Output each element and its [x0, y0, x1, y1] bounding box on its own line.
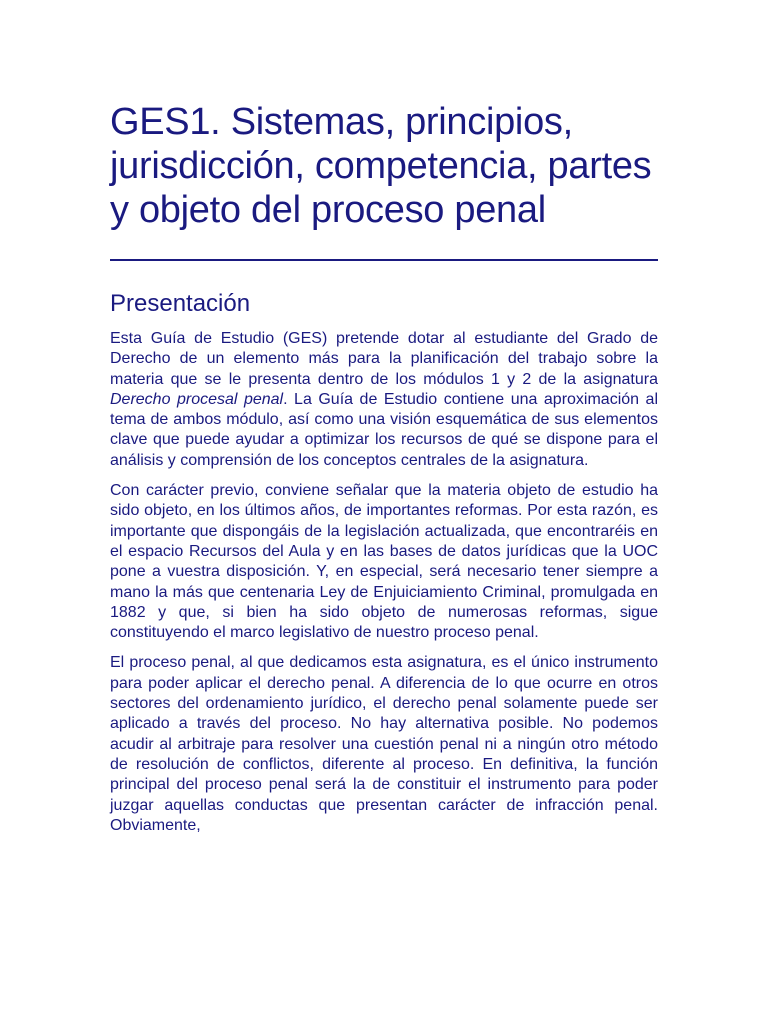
paragraph-presentacion-1 — [110, 329, 658, 471]
course-name-italic: Derecho procesal penal — [110, 390, 284, 408]
paragraph-1-text-start: Esta Guía de Estudio (GES) pretende dotar al estudiante del Grado de Derecho de un elemento más para la planificación del trabajo sobre la materia que se le presenta dentro de los módulos 1 y 2 de la asignatura — [110, 330, 658, 388]
paragraph-presentacion-3: El proceso penal, al que dedicamos esta asignatura, es el único instrumento para poder aplicar el derecho penal. A diferencia de lo que ocurre en otros sectores del ordenamiento jurídico, el derecho penal solamente puede ser aplicado a través del proceso. No hay alternativa posible. No podemos acudir al arbitraje para resolver una cuestión penal ni a ningún otro método de resolución de conflictos, diferente al proceso. En definitiva, la función principal del proceso penal será la de constituir el instrumento para poder juzgar aquellas conductas que presentan carácter de infracción penal. Obviamente, — [110, 654, 658, 834]
section-heading: Presentación — [110, 290, 251, 317]
page-title: GES1. Sistemas, principios, jurisdicción, competencia, partes y objeto del proceso penal — [110, 101, 652, 231]
paragraph-presentacion-2: Con carácter previo, conviene señalar que la materia objeto de estudio ha sido objeto, en los últimos años, de importantes reformas. Por esta razón, es importante que dispongáis de la legislación actualizada, que encontraréis en el espacio Recursos del Aula y en las bases de datos jurídicas que la UOC pone a vuestra disposición. Y, en especial, será necesario tener siempre a mano la más que centenaria Ley de Enjuiciamiento Criminal, promulgada en 1882 y que, si bien ha sido objeto de numerosas reformas, sigue constituyendo el marco legislativo de nuestro proceso penal. — [110, 482, 658, 642]
paragraph-1-text-end: . La Guía de Estudio contiene una aproximación al tema de ambos módulo, así como una visión esquemática de sus elementos clave que puede ayudar a optimizar los recursos de qué se dispone para el análisis y comprensión de los conceptos centrales de la asignatura. — [110, 390, 658, 469]
document-page — [110, 100, 658, 836]
title-divider — [110, 259, 658, 261]
